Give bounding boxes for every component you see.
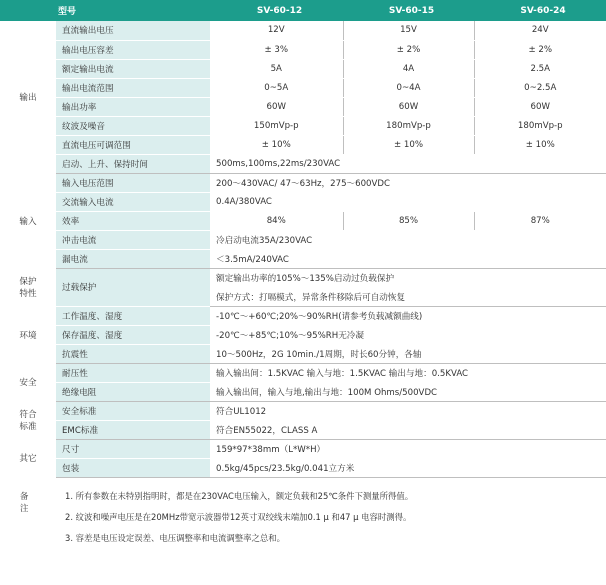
row-label: 漏电流: [56, 249, 210, 268]
value-cell: 60W: [474, 97, 606, 116]
value-cell: 180mVp-p: [474, 116, 606, 135]
value-cell: 5A: [210, 59, 343, 78]
value-cell: 输入输出间，输入与地,输出与地：100M Ohms/500VDC: [210, 382, 606, 401]
value-cell: 500ms,100ms,22ms/230VAC: [210, 154, 606, 173]
table-row: [0, 458, 606, 477]
row-label: 过载保护: [56, 268, 210, 306]
table-row: [0, 439, 606, 458]
table-row: [0, 78, 606, 97]
table-row: [0, 59, 606, 78]
table-row: [0, 401, 606, 420]
row-label: 输出电流范围: [56, 78, 210, 97]
value-cell: 0~2.5A: [474, 78, 606, 97]
group-label: 符合 标准: [0, 401, 56, 439]
group-label: 输出: [0, 21, 56, 173]
value-cell: 12V: [210, 21, 343, 40]
value-cell: 输入输出间：1.5KVAC 输入与地：1.5KVAC 输出与地：0.5KVAC: [210, 363, 606, 382]
value-cell: 符合UL1012: [210, 401, 606, 420]
row-label: 耐压性: [56, 363, 210, 382]
value-cell: 0~4A: [343, 78, 474, 97]
row-label: 保存温度、湿度: [56, 325, 210, 344]
value-cell: 保护方式：打嗝模式，异常条件移除后可自动恢复: [210, 287, 606, 306]
table-row: [0, 154, 606, 173]
note-item: 1. 所有参数在未特别指明时，都是在230VAC电压输入，额定负载和25℃条件下测量所得值。: [65, 491, 414, 501]
table-row: [0, 268, 606, 287]
table-row: [0, 116, 606, 135]
value-cell: 180mVp-p: [343, 116, 474, 135]
note-item: 3. 容差是电压设定误差、电压调整率和电流调整率之总和。: [65, 533, 286, 543]
value-cell: 冷启动电流35A/230VAC: [210, 230, 606, 249]
table-row: [0, 21, 606, 40]
group-label: 安全: [0, 363, 56, 401]
value-cell: 15V: [343, 21, 474, 40]
row-label: 额定输出电流: [56, 59, 210, 78]
row-label: 输入电压范围: [56, 173, 210, 192]
model-name: SV-60-15: [388, 5, 435, 16]
table-row: [0, 173, 606, 192]
value-cell: 150mVp-p: [210, 116, 343, 135]
row-label: 交流输入电流: [56, 192, 210, 211]
table-row: [0, 230, 606, 249]
value-cell: 2.5A: [474, 59, 606, 78]
value-cell: 60W: [210, 97, 343, 116]
row-label: 效率: [56, 211, 210, 230]
table-row: [0, 192, 606, 211]
row-label: 输出功率: [56, 97, 210, 116]
table-row: [0, 97, 606, 116]
value-cell: ± 2%: [343, 40, 474, 59]
table-header: [0, 0, 606, 21]
table-row: [0, 363, 606, 382]
value-cell: ± 2%: [474, 40, 606, 59]
table-row: [0, 325, 606, 344]
model-name: SV-60-12: [256, 5, 303, 16]
value-cell: 10～500Hz，2G 10min./1周期，时长60分钟，各轴: [210, 344, 606, 363]
model-header: 型号: [58, 7, 77, 17]
row-label: 绝缘电阻: [56, 382, 210, 401]
value-cell: 60W: [343, 97, 474, 116]
value-cell: 87%: [474, 211, 606, 230]
table-row: [0, 344, 606, 363]
value-cell: 200～430VAC/ 47～63Hz，275～600VDC: [210, 173, 606, 192]
value-cell: 符合EN55022，CLASS A: [210, 420, 606, 439]
group-label: 保护 特性: [0, 268, 56, 306]
row-label: 启动、上升、保持时间: [56, 154, 210, 173]
value-cell: 0.4A/380VAC: [210, 192, 606, 211]
value-cell: 额定输出功率的105%～135%启动过负载保护: [210, 268, 606, 287]
table-row: [0, 382, 606, 401]
row-label: EMC标准: [56, 420, 210, 439]
value-cell: -10℃～+60℃;20%～90%RH(请参考负载减额曲线): [210, 306, 606, 325]
notes-title: 备注: [20, 491, 29, 513]
value-cell: ± 10%: [343, 135, 474, 154]
note-item: 2. 纹波和噪声电压是在20MHz带宽示波器带12英寸双绞线末端加0.1 μ 和47 μ 电容时测得。: [65, 512, 412, 522]
row-label: 冲击电流: [56, 230, 210, 249]
value-cell: 0.5kg/45pcs/23.5kg/0.041立方米: [210, 458, 606, 477]
model-name: SV-60-24: [520, 5, 566, 16]
group-label: 其它: [0, 439, 56, 477]
row-label: 纹波及噪音: [56, 116, 210, 135]
value-cell: 85%: [343, 211, 474, 230]
table-row: [0, 306, 606, 325]
value-cell: ± 10%: [474, 135, 606, 154]
table-row: [0, 420, 606, 439]
value-cell: 24V: [474, 21, 606, 40]
value-cell: 84%: [210, 211, 343, 230]
value-cell: 0~5A: [210, 78, 343, 97]
group-label: 环境: [0, 306, 56, 363]
table-row: [0, 135, 606, 154]
row-label: 工作温度、湿度: [56, 306, 210, 325]
value-cell: ± 10%: [210, 135, 343, 154]
value-cell: ± 3%: [210, 40, 343, 59]
row-label: 尺寸: [56, 439, 210, 458]
row-label: 抗震性: [56, 344, 210, 363]
row-label: 包装: [56, 458, 210, 477]
value-cell: 4A: [343, 59, 474, 78]
row-label: 直流输出电压: [56, 21, 210, 40]
table-row: [0, 211, 606, 230]
row-label: 输出电压容差: [56, 40, 210, 59]
value-cell: ＜3.5mA/240VAC: [210, 249, 606, 268]
row-label: 安全标准: [56, 401, 210, 420]
table-row: [0, 40, 606, 59]
table-row: [0, 249, 606, 268]
group-label: 输入: [0, 173, 56, 268]
value-cell: -20℃～+85℃;10%～95%RH无冷凝: [210, 325, 606, 344]
row-label: 直流电压可调范围: [56, 135, 210, 154]
value-cell: 159*97*38mm（L*W*H）: [210, 439, 606, 458]
